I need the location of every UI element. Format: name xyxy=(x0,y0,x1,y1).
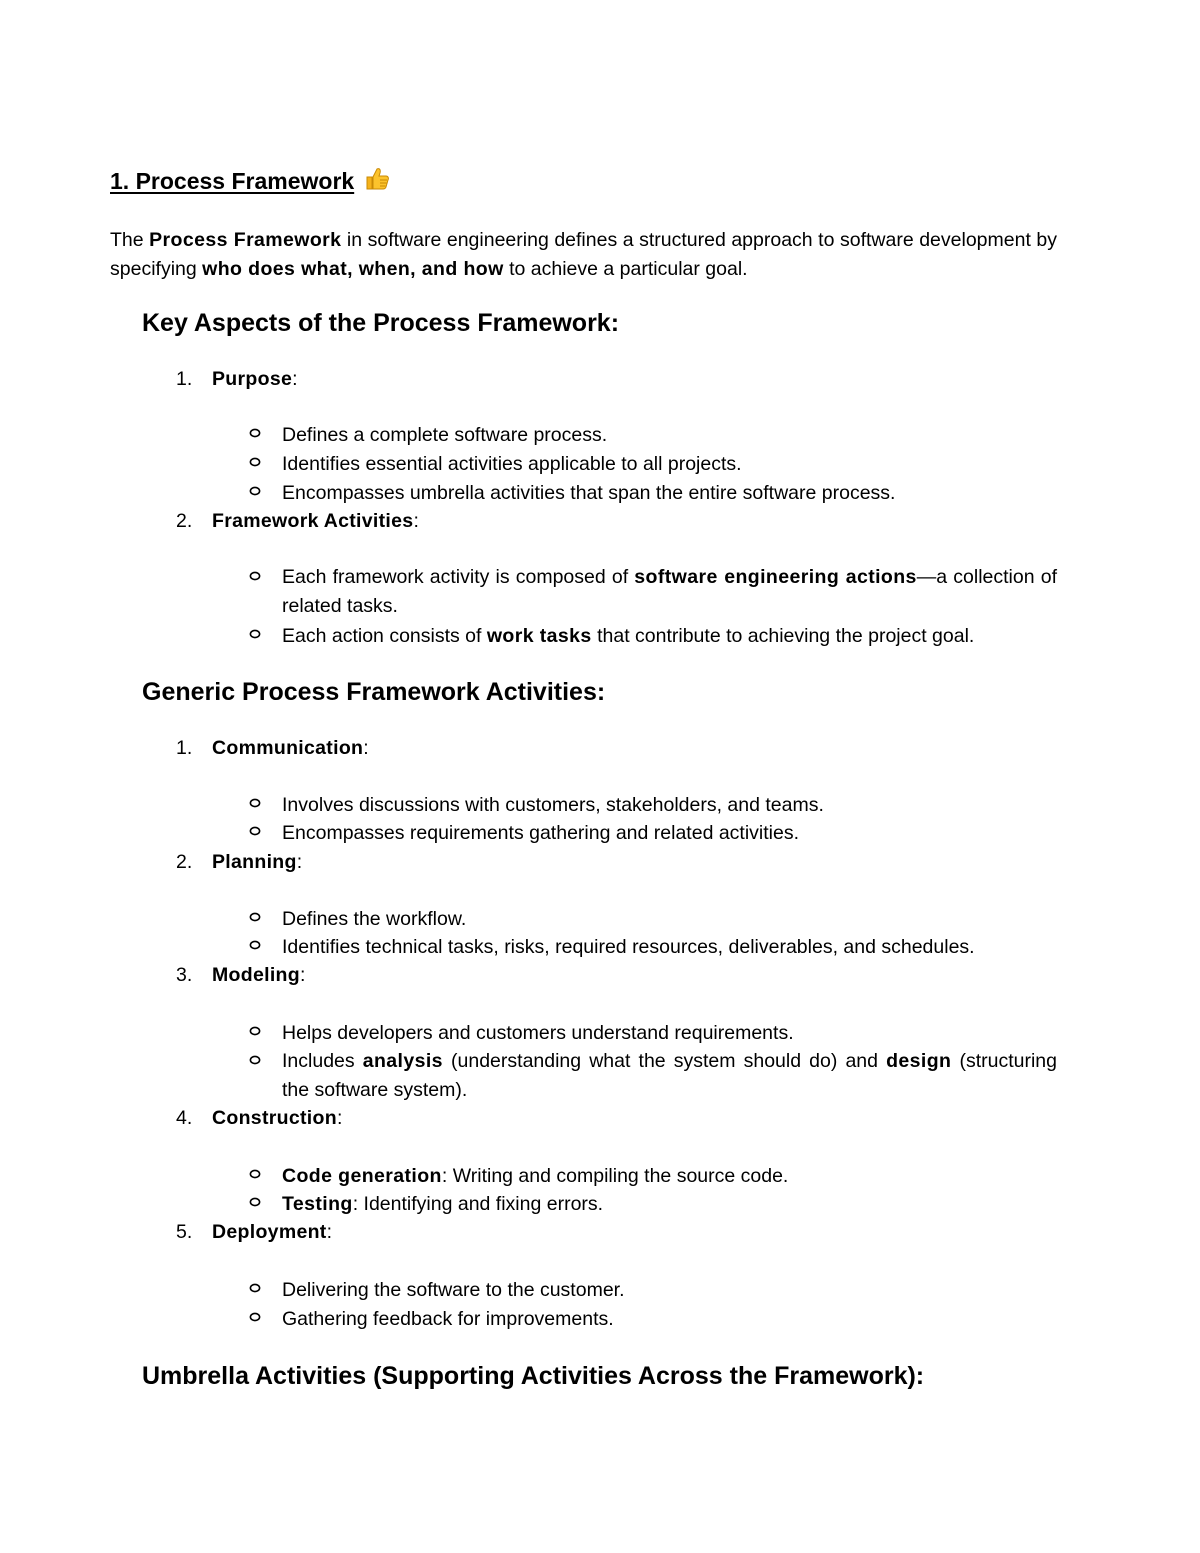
bullet-text-part: : Identifying and fixing errors. xyxy=(352,1193,604,1215)
intro-text-1: The xyxy=(110,229,150,251)
page-title xyxy=(110,166,390,195)
numbered-item-deployment xyxy=(176,1221,332,1244)
bullet-text xyxy=(282,563,1057,621)
item-label: Framework Activities xyxy=(212,510,414,532)
circle-bullet-icon xyxy=(249,825,261,837)
bullet-text-part: Includes xyxy=(282,1050,363,1072)
numbered-item-purpose xyxy=(176,368,298,391)
circle-bullet-icon xyxy=(249,1054,261,1066)
circle-bullet-icon xyxy=(249,485,261,497)
circle-bullet-icon xyxy=(249,570,261,582)
numbered-item-planning xyxy=(176,851,302,874)
bullet-bold-text: software engineering actions xyxy=(634,566,917,588)
bullet-text: Defines a complete software process. xyxy=(282,424,608,446)
bullet-bold-text: design xyxy=(886,1050,952,1072)
bullet-text: Helps developers and customers understand requirements. xyxy=(282,1022,794,1044)
circle-bullet-icon xyxy=(249,911,261,923)
bullet-text xyxy=(282,1165,788,1188)
numbered-item-communication xyxy=(176,737,369,760)
bullet-text-part: (understanding what the system should do) and xyxy=(442,1050,887,1072)
item-colon: : xyxy=(413,510,419,532)
item-colon: : xyxy=(296,851,303,873)
bullet-bold-text: Code generation xyxy=(282,1165,442,1187)
circle-bullet-icon xyxy=(249,939,261,951)
item-number: 1. xyxy=(176,737,193,759)
item-number: 4. xyxy=(176,1107,193,1129)
intro-bold-1: Process Framework xyxy=(149,229,342,251)
bullet-text: Involves discussions with customers, stakeholders, and teams. xyxy=(282,794,824,816)
item-colon: : xyxy=(292,368,298,390)
bullet-bold-text: Testing xyxy=(282,1193,353,1215)
generic-activities-heading: Generic Process Framework Activities: xyxy=(142,678,606,706)
circle-bullet-icon xyxy=(249,1311,261,1323)
numbered-item-construction xyxy=(176,1107,342,1130)
circle-bullet-icon xyxy=(249,1168,261,1180)
intro-text-3: to achieve a particular goal. xyxy=(503,258,748,280)
bullet-text xyxy=(282,1193,603,1216)
intro-paragraph xyxy=(110,226,1057,284)
numbered-item-modeling xyxy=(176,964,305,987)
bullet-text-part: (structuring the software system). xyxy=(282,1050,1057,1101)
item-colon: : xyxy=(363,737,369,759)
circle-bullet-icon xyxy=(249,1025,261,1037)
intro-text-2: in software engineering defines a structured approach to software development by specifying xyxy=(110,229,1057,280)
item-colon: : xyxy=(336,1107,343,1129)
bullet-text-part: —a collection of related tasks. xyxy=(282,566,1057,617)
bullet-text-part: Each framework activity is composed of xyxy=(282,566,635,588)
intro-bold-2: who does what, when, and how xyxy=(202,258,504,280)
item-number: 2. xyxy=(176,510,193,532)
bullet-text xyxy=(282,1047,1057,1105)
bullet-text: Gathering feedback for improvements. xyxy=(282,1308,614,1330)
circle-bullet-icon xyxy=(249,628,261,640)
page-title-text: 1. Process Framework xyxy=(110,168,355,194)
item-label: Planning xyxy=(212,851,297,873)
item-label: Deployment xyxy=(212,1221,327,1243)
umbrella-activities-heading: Umbrella Activities (Supporting Activities Across the Framework): xyxy=(142,1362,925,1390)
key-aspects-heading: Key Aspects of the Process Framework: xyxy=(142,309,620,337)
circle-bullet-icon xyxy=(249,1196,261,1208)
bullet-text-part: that contribute to achieving the project goal. xyxy=(591,625,975,647)
item-label: Construction xyxy=(212,1107,337,1129)
bullet-text: Delivering the software to the customer. xyxy=(282,1279,625,1301)
bullet-bold-text: work tasks xyxy=(486,625,592,647)
bullet-text xyxy=(282,625,974,648)
bullet-text: Encompasses umbrella activities that span the entire software process. xyxy=(282,482,896,504)
bullet-text-part: : Writing and compiling the source code. xyxy=(441,1165,789,1187)
item-number: 2. xyxy=(176,851,193,873)
bullet-text: Identifies technical tasks, risks, required resources, deliverables, and schedules. xyxy=(282,936,975,958)
item-label: Purpose xyxy=(212,368,293,390)
item-number: 5. xyxy=(176,1221,193,1243)
item-number: 1. xyxy=(176,368,193,390)
circle-bullet-icon xyxy=(249,797,261,809)
item-colon: : xyxy=(326,1221,333,1243)
item-number: 3. xyxy=(176,964,193,986)
item-label: Communication xyxy=(212,737,364,759)
circle-bullet-icon xyxy=(249,1282,261,1294)
circle-bullet-icon xyxy=(249,456,261,468)
numbered-item-framework-activities xyxy=(176,510,419,533)
bullet-text: Encompasses requirements gathering and related activities. xyxy=(282,822,800,844)
bullet-text: Identifies essential activities applicable to all projects. xyxy=(282,453,742,475)
thumbs-up-icon xyxy=(364,166,390,192)
bullet-bold-text: analysis xyxy=(362,1050,443,1072)
bullet-text: Defines the workflow. xyxy=(282,908,467,930)
item-colon: : xyxy=(299,964,306,986)
item-label: Modeling xyxy=(212,964,300,986)
bullet-text-part: Each action consists of xyxy=(282,625,487,647)
circle-bullet-icon xyxy=(249,427,261,439)
